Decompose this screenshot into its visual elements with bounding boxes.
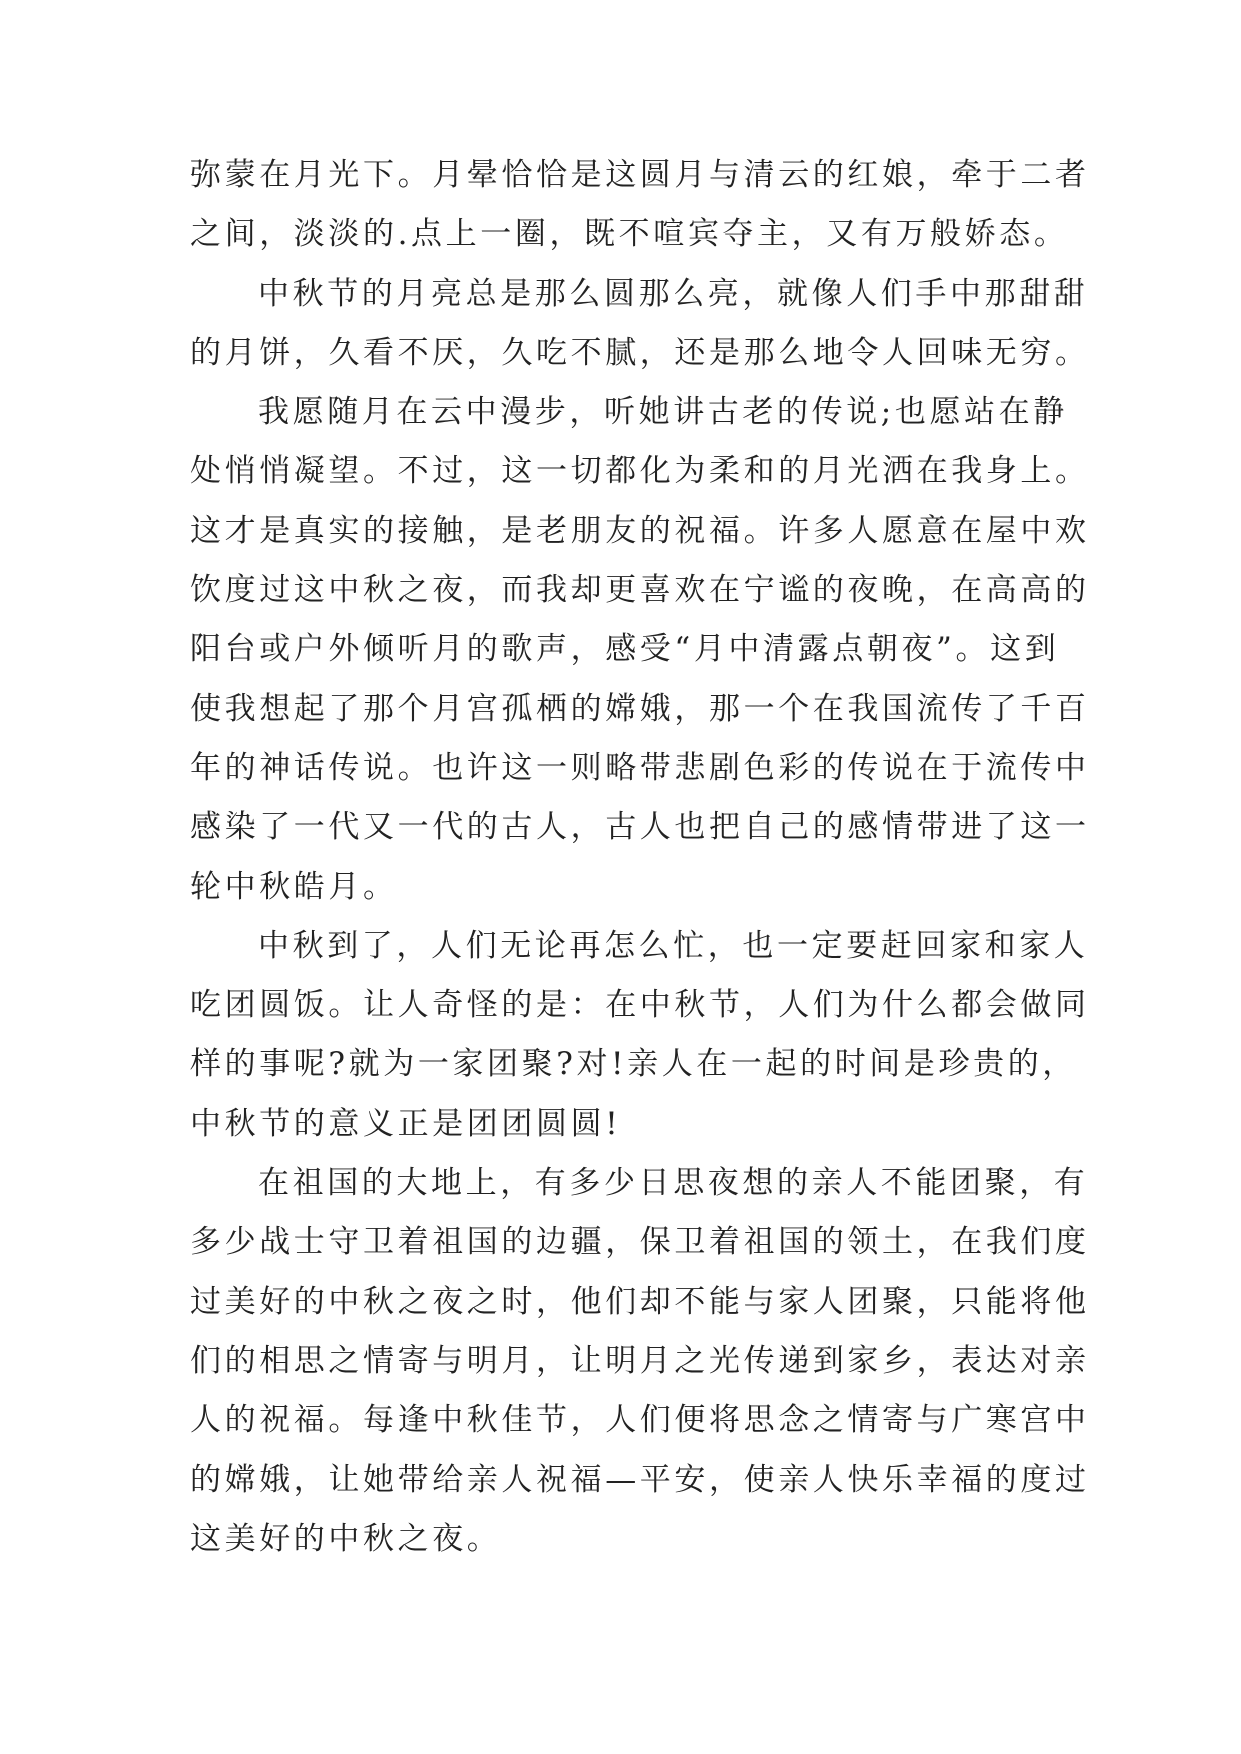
text-line: 的月饼，久看不厌，久吃不腻，还是那么地令人回味无穷。	[190, 334, 1090, 371]
paragraph-first-line: 我愿随月在云中漫步，听她讲古老的传说;也愿站在静	[258, 394, 1068, 431]
text-line: 这才是真实的接触，是老朋友的祝福。许多人愿意在屋中欢	[190, 512, 1090, 549]
text-line: 饮度过这中秋之夜，而我却更喜欢在宁谧的夜晚，在高高的	[190, 572, 1090, 609]
text-line: 过美好的中秋之夜之时，他们却不能与家人团聚，只能将他	[190, 1283, 1090, 1320]
document-body	[190, 146, 1090, 1569]
text-line: 年的神话传说。也许这一则略带悲剧色彩的传说在于流传中	[190, 749, 1090, 786]
text-line: 阳台或户外倾听月的歌声，感受“月中清露点朝夜”。这到	[190, 631, 1060, 668]
text-line: 之间，淡淡的.点上一圈，既不喧宾夺主，又有万般娇态。	[190, 216, 1069, 253]
paragraph-first-line: 在祖国的大地上，有多少日思夜想的亲人不能团聚，有	[258, 1165, 1089, 1202]
text-line: 样的事呢?就为一家团聚?对!亲人在一起的时间是珍贵的，	[190, 1046, 1077, 1083]
text-line: 处悄悄凝望。不过，这一切都化为柔和的月光洒在我身上。	[190, 453, 1090, 490]
text-line: 中秋节的意义正是团团圆圆!	[190, 1105, 622, 1142]
text-line: 这美好的中秋之夜。	[190, 1520, 502, 1557]
text-line: 多少战士守卫着祖国的边疆，保卫着祖国的领土，在我们度	[190, 1224, 1090, 1261]
text-line: 人的祝福。每逢中秋佳节，人们便将思念之情寄与广寒宫中	[190, 1402, 1090, 1439]
text-line: 使我想起了那个月宫孤栖的嫦娥，那一个在我国流传了千百	[190, 690, 1090, 727]
text-line: 弥蒙在月光下。月晕恰恰是这圆月与清云的红娘，牵于二者	[190, 157, 1090, 193]
text-line: 轮中秋皓月。	[190, 868, 398, 905]
text-line: 吃团圆饭。让人奇怪的是：在中秋节，人们为什么都会做同	[190, 987, 1090, 1024]
text-line: 感染了一代又一代的古人，古人也把自己的感情带进了这一	[190, 809, 1090, 846]
paragraph-first-line: 中秋节的月亮总是那么圆那么亮，就像人们手中那甜甜	[258, 275, 1089, 312]
paragraph-first-line: 中秋到了，人们无论再怎么忙，也一定要赶回家和家人	[258, 927, 1089, 964]
text-line: 们的相思之情寄与明月，让明月之光传递到家乡，表达对亲	[190, 1342, 1090, 1379]
text-line: 的嫦娥，让她带给亲人祝福—平安，使亲人快乐幸福的度过	[190, 1461, 1090, 1498]
